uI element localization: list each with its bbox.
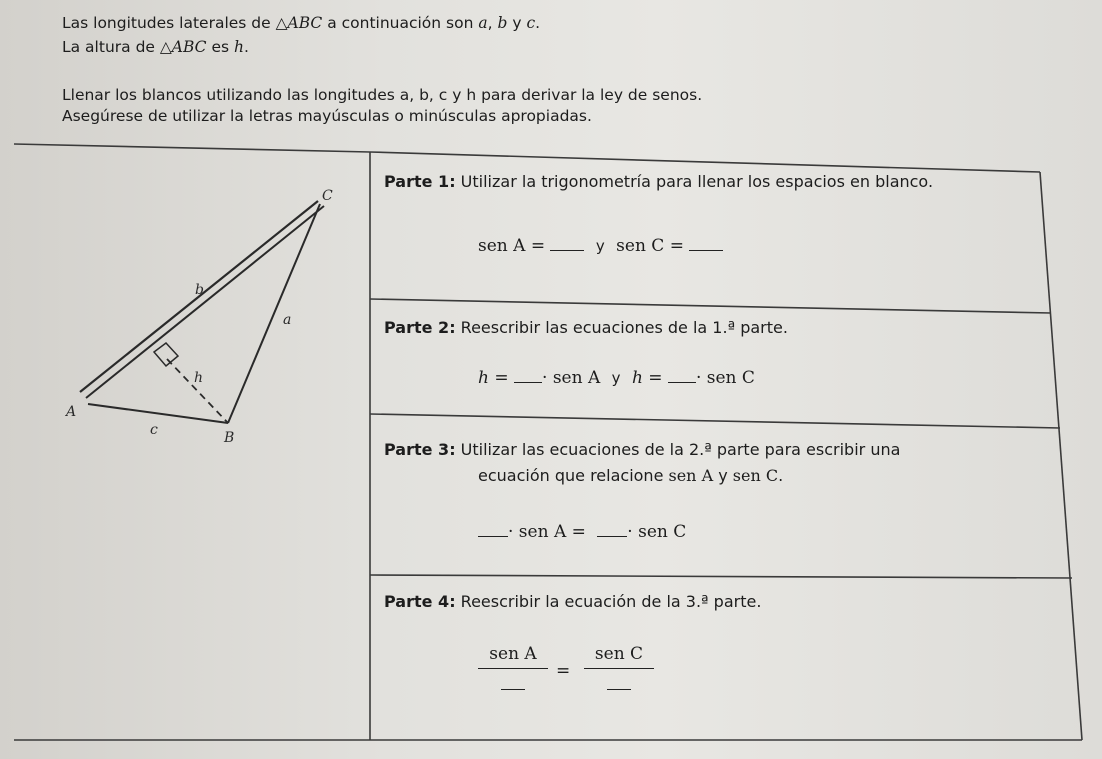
part-text: Utilizar las ecuaciones de la 2.ª parte para escribir una bbox=[455, 440, 901, 459]
blank-h-left[interactable] bbox=[514, 381, 542, 383]
part-label: Parte 4: bbox=[384, 592, 456, 611]
part-label: Parte 3: bbox=[384, 440, 456, 459]
fraction-left-numerator: sen A bbox=[478, 644, 548, 669]
blank-sen-c[interactable] bbox=[689, 249, 723, 251]
text-sen-a: sen A bbox=[668, 466, 714, 485]
eq-h-left: h = bbox=[478, 368, 509, 388]
part-2-equation bbox=[478, 368, 755, 388]
eq-sen-c: · sen C bbox=[627, 522, 687, 542]
side-c-line bbox=[88, 404, 228, 423]
part-1-equation bbox=[478, 236, 723, 256]
fraction-right bbox=[584, 644, 654, 695]
intro-text: Las longitudes laterales de bbox=[62, 14, 276, 32]
part-4-title bbox=[384, 592, 761, 611]
table-right-border bbox=[1040, 172, 1082, 740]
part-1-title bbox=[384, 172, 933, 191]
fraction-right-numerator: sen C bbox=[584, 644, 654, 669]
part-3-subtitle bbox=[478, 466, 783, 485]
blank-fraction-right-denominator[interactable] bbox=[607, 688, 631, 690]
part-text: Utilizar la trigonometría para llenar los espacios en blanco. bbox=[455, 172, 934, 191]
table-top-border bbox=[14, 144, 1040, 172]
intro-text: es bbox=[206, 38, 234, 56]
eq-join: y bbox=[611, 369, 621, 387]
intro-text: a continuación son bbox=[322, 14, 479, 32]
intro-text: La altura de bbox=[62, 38, 160, 56]
eq-sen-c: sen C = bbox=[616, 236, 684, 256]
height-label-h: h bbox=[194, 370, 204, 386]
intro-text: . bbox=[243, 38, 249, 56]
vertex-label-C: C bbox=[322, 188, 333, 204]
blank-right-coef[interactable] bbox=[597, 535, 627, 537]
part-text: ecuación que relacione bbox=[478, 466, 669, 485]
row-divider-1 bbox=[370, 299, 1051, 313]
fraction-left bbox=[478, 644, 548, 695]
intro-line-3: Llenar los blancos utilizando las longitudes a, b, c y h para derivar la ley de senos. bbox=[62, 86, 703, 104]
part-label: Parte 2: bbox=[384, 318, 456, 337]
eq-h-right: h = bbox=[631, 368, 663, 388]
intro-text: y bbox=[507, 14, 527, 32]
height-line bbox=[167, 359, 228, 423]
eq-join: y bbox=[595, 237, 605, 255]
vertex-label-A: A bbox=[66, 404, 77, 420]
blank-h-right[interactable] bbox=[668, 381, 696, 383]
part-text: y bbox=[713, 466, 733, 485]
intro-text: . bbox=[535, 14, 541, 32]
side-label-c: c bbox=[150, 422, 158, 438]
var-a: a bbox=[478, 14, 488, 32]
intro-line-4: Asegúrese de utilizar la letras mayúsculas o minúsculas apropiadas. bbox=[62, 107, 592, 125]
part-3-equation bbox=[478, 522, 686, 542]
eq-sen-a: sen A = bbox=[478, 236, 546, 256]
fraction-equals: = bbox=[556, 661, 571, 681]
triangle-label: △ABC bbox=[159, 38, 207, 56]
part-text: Reescribir las ecuaciones de la 1.ª parte. bbox=[455, 318, 788, 337]
var-h: h bbox=[234, 38, 244, 56]
side-label-a: a bbox=[283, 312, 292, 328]
intro-text: , bbox=[487, 14, 498, 32]
var-c: c bbox=[526, 14, 536, 32]
row-divider-2 bbox=[370, 414, 1060, 428]
eq-sen-c: · sen C bbox=[695, 368, 755, 388]
part-label: Parte 1: bbox=[384, 172, 456, 191]
vertex-label-B: B bbox=[224, 430, 235, 446]
part-2-title bbox=[384, 318, 788, 337]
right-angle-mark bbox=[154, 343, 178, 366]
blank-fraction-left-denominator[interactable] bbox=[501, 688, 525, 690]
triangle-label: △ABC bbox=[275, 14, 323, 32]
part-text: Reescribir la ecuación de la 3.ª parte. bbox=[455, 592, 762, 611]
side-b-outline bbox=[86, 206, 324, 398]
text-sen-c: sen C bbox=[732, 466, 779, 485]
var-b: b bbox=[497, 14, 508, 32]
part-text: . bbox=[778, 466, 784, 485]
row-divider-3 bbox=[370, 575, 1072, 578]
eq-sen-a: · sen A bbox=[542, 368, 601, 388]
side-label-b: b bbox=[195, 282, 204, 298]
blank-left-coef[interactable] bbox=[478, 535, 508, 537]
eq-sen-a: · sen A = bbox=[508, 522, 586, 542]
part-3-title bbox=[384, 440, 900, 459]
blank-sen-a[interactable] bbox=[550, 249, 584, 251]
